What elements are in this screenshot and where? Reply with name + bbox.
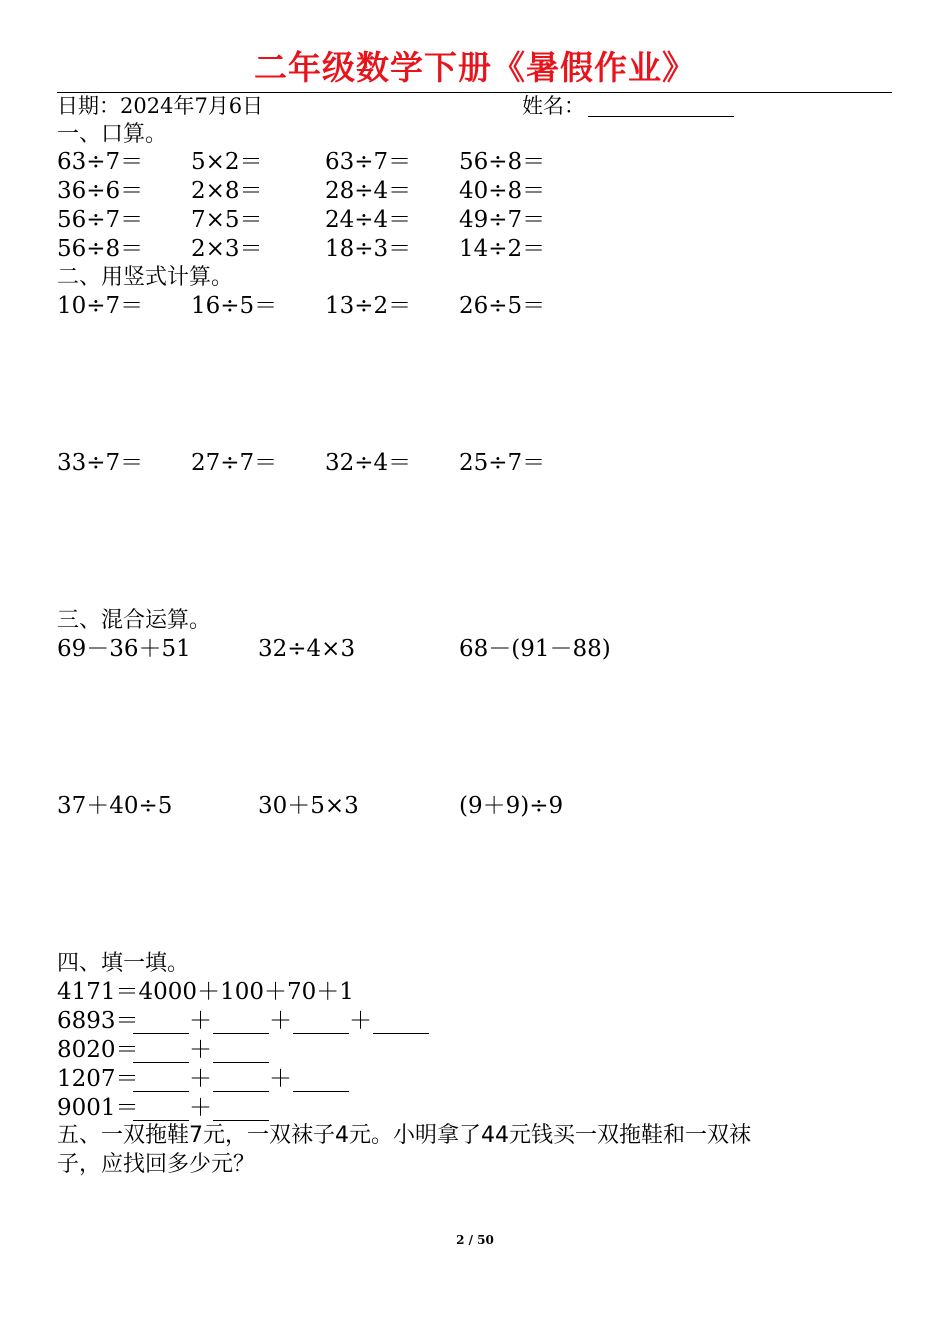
vertical-problem-r2-c4: 25÷7＝ xyxy=(459,450,546,476)
date-label: 日期：2024年7月6日 xyxy=(57,94,264,118)
oral-problem-r1-c4: 56÷8＝ xyxy=(459,149,546,175)
fill-line-4-number: 9001＝ xyxy=(57,1095,139,1121)
page-number: 2 / 50 xyxy=(456,1233,494,1247)
oral-problem-r3-c4: 49÷7＝ xyxy=(459,207,546,233)
oral-problem-r4-c4: 14÷2＝ xyxy=(459,236,546,262)
fill-line-3-plus-2: ＋ xyxy=(269,1066,292,1092)
mixed-problem-r2-c3: (9＋9)÷9 xyxy=(459,793,564,819)
page-title: 二年级数学下册《暑假作业》 xyxy=(254,48,696,87)
header-rule xyxy=(57,92,892,93)
oral-problem-r1-c1: 63÷7＝ xyxy=(57,149,144,175)
name-label: 姓名： xyxy=(522,94,585,118)
mixed-problem-r2-c2: 30＋5×3 xyxy=(258,793,359,819)
oral-problem-r4-c3: 18÷3＝ xyxy=(325,236,412,262)
mixed-problem-r2-c1: 37＋40÷5 xyxy=(57,793,173,819)
vertical-problem-r2-c2: 27÷7＝ xyxy=(191,450,278,476)
oral-problem-r2-c3: 28÷4＝ xyxy=(325,178,412,204)
vertical-problem-r1-c4: 26÷5＝ xyxy=(459,293,546,319)
oral-problem-r2-c2: 2×8＝ xyxy=(191,178,263,204)
fill-line-1-blank-3[interactable] xyxy=(293,1033,349,1034)
section-2-heading: 二、用竖式计算。 xyxy=(57,265,234,290)
vertical-problem-r1-c2: 16÷5＝ xyxy=(191,293,278,319)
oral-problem-r2-c4: 40÷8＝ xyxy=(459,178,546,204)
mixed-problem-r1-c1: 69－36＋51 xyxy=(57,636,191,662)
oral-problem-r4-c1: 56÷8＝ xyxy=(57,236,144,262)
fill-line-1-plus-3: ＋ xyxy=(349,1008,372,1034)
mixed-problem-r1-c3: 68－(91－88) xyxy=(459,636,611,662)
fill-line-1-blank-4[interactable] xyxy=(373,1033,429,1034)
fill-line-1-blank-1[interactable] xyxy=(133,1033,189,1034)
section-3-heading: 三、混合运算。 xyxy=(57,608,212,633)
section-4-heading: 四、填一填。 xyxy=(57,951,190,976)
name-field[interactable] xyxy=(588,116,734,117)
fill-line-1-blank-2[interactable] xyxy=(213,1033,269,1034)
oral-problem-r2-c1: 36÷6＝ xyxy=(57,178,144,204)
fill-line-3-blank-1[interactable] xyxy=(133,1091,189,1092)
fill-line-1-plus-2: ＋ xyxy=(269,1008,292,1034)
fill-line-2-blank-1[interactable] xyxy=(133,1062,189,1063)
fill-line-1-plus-1: ＋ xyxy=(189,1008,212,1034)
vertical-problem-r1-c1: 10÷7＝ xyxy=(57,293,144,319)
fill-line-3-blank-3[interactable] xyxy=(293,1091,349,1092)
oral-problem-r3-c3: 24÷4＝ xyxy=(325,207,412,233)
section-1-heading: 一、口算。 xyxy=(57,122,168,147)
oral-problem-r4-c2: 2×3＝ xyxy=(191,236,263,262)
fill-line-3-number: 1207＝ xyxy=(57,1066,139,1092)
fill-line-2-number: 8020＝ xyxy=(57,1037,139,1063)
fill-line-2-blank-2[interactable] xyxy=(213,1062,269,1063)
fill-line-3-blank-2[interactable] xyxy=(213,1091,269,1092)
fill-example: 4171＝4000＋100＋70＋1 xyxy=(57,979,354,1005)
oral-problem-r1-c2: 5×2＝ xyxy=(191,149,263,175)
vertical-problem-r1-c3: 13÷2＝ xyxy=(325,293,412,319)
word-problem-line-1: 五、一双拖鞋7元，一双袜子4元。小明拿了44元钱买一双拖鞋和一双袜 xyxy=(57,1123,751,1148)
oral-problem-r3-c1: 56÷7＝ xyxy=(57,207,144,233)
fill-line-4-plus-1: ＋ xyxy=(189,1095,212,1121)
vertical-problem-r2-c3: 32÷4＝ xyxy=(325,450,412,476)
fill-line-1-number: 6893＝ xyxy=(57,1008,139,1034)
word-problem-line-2: 子，应找回多少元？ xyxy=(57,1152,256,1177)
oral-problem-r3-c2: 7×5＝ xyxy=(191,207,263,233)
oral-problem-r1-c3: 63÷7＝ xyxy=(325,149,412,175)
vertical-problem-r2-c1: 33÷7＝ xyxy=(57,450,144,476)
fill-line-2-plus-1: ＋ xyxy=(189,1037,212,1063)
fill-line-3-plus-1: ＋ xyxy=(189,1066,212,1092)
mixed-problem-r1-c2: 32÷4×3 xyxy=(258,636,356,662)
